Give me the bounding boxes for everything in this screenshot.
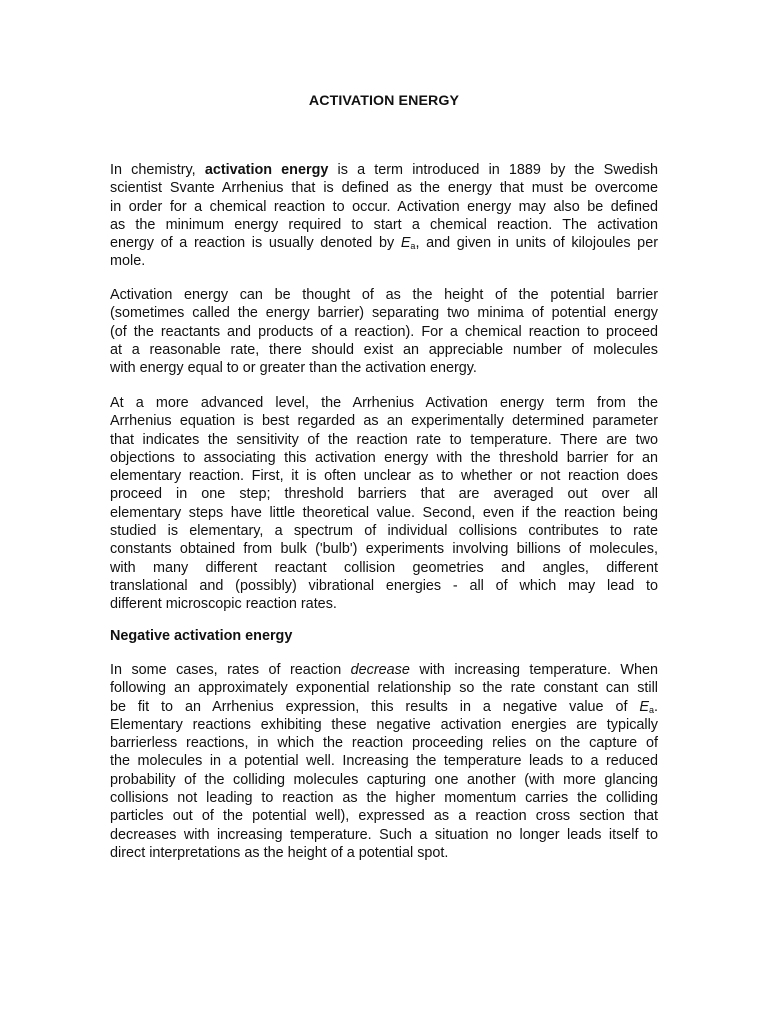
text-line: studied is elementary, a spectrum of individual collisions contributes to rate — [110, 523, 658, 540]
text-line: probability of the colliding molecules capturing one another (with more glancing — [110, 771, 658, 788]
page-title: ACTIVATION ENERGY — [308, 93, 460, 109]
paragraph-negative — [110, 661, 658, 862]
text-line: at a reasonable rate, there should exist an appreciable number of molecules — [110, 341, 658, 358]
text-line: elementary steps have little theoretical value. Second, even if the reaction being — [110, 504, 658, 521]
ea-symbol: E — [639, 698, 649, 715]
text-line: the molecules in a potential well. Increasing the temperature leads to a reduced — [110, 753, 658, 770]
text-line: In some cases, rates of reaction decrease with increasing temperature. When — [110, 662, 659, 678]
text-line: collisions not leading to reaction as the higher momentum carries the colliding — [110, 790, 658, 807]
text-line: scientist Svante Arrhenius that is defined as the energy that must be overcome — [110, 180, 658, 197]
text-line: be fit to an Arrhenius expression, this results in a negative value of $E_a$. — [110, 698, 658, 715]
ea-subscript: a — [410, 241, 416, 252]
text-line: constants obtained from bulk ('bulb') experiments involving billions of molecules, — [110, 541, 658, 558]
text-line: barrierless reactions, in which the reaction proceeding relies on the capture of — [110, 735, 658, 752]
text-line: that indicates the sensitivity of the reaction rate to temperature. There are two — [110, 431, 658, 448]
text-line: Activation energy can be thought of as the height of the potential barrier — [110, 287, 658, 303]
text-line: particles out of the potential well), expressed as a reaction cross section that — [110, 808, 658, 825]
text-line: following an approximately exponential relationship so the rate constant can still — [110, 680, 658, 697]
text-line: with many different reactant collision geometries and angles, different — [110, 559, 658, 576]
text-line: At a more advanced level, the Arrhenius Activation energy term from the — [110, 395, 658, 411]
paragraph-intro — [110, 161, 658, 271]
paragraph-barrier — [110, 286, 658, 377]
text-line: elementary reaction. First, it is often unclear as to whether or not reaction does — [110, 468, 658, 485]
section-heading: Negative activation energy — [110, 628, 293, 644]
text-line: (of the reactants and products of a reaction). For a chemical reaction to proceed — [110, 323, 658, 340]
text-line: with energy equal to or greater than the activation energy. — [110, 360, 477, 377]
ea-subscript: a — [648, 704, 654, 715]
text-line: (sometimes called the energy barrier) separating two minima of potential energy — [110, 305, 658, 322]
text-line: Arrhenius equation is best regarded as an experimentally determined parameter — [110, 413, 658, 430]
text-line: energy of a reaction is usually denoted by $E_a$, and given in units of kilojoules per — [110, 235, 658, 252]
text-line: in order for a chemical reaction to occur. Activation energy may also be defined — [110, 198, 658, 215]
text-line: as the minimum energy required to start a chemical reaction. The activation — [110, 216, 658, 233]
text-line: direct interpretations as the height of a potential spot. — [110, 844, 449, 861]
bold-term: activation energy — [204, 162, 329, 178]
text-line: mole. — [110, 253, 146, 270]
paragraph-advanced — [110, 394, 658, 614]
text-line: In chemistry, activation energy is a term introduced in 1889 by the Swedish — [110, 162, 659, 178]
ea-symbol: E — [400, 235, 411, 252]
text-line: proceed in one step; threshold barriers that are averaged out over all — [110, 486, 658, 503]
text-line: decreases with increasing temperature. Such a situation no longer leads itself to — [110, 826, 658, 843]
text-line: Elementary reactions exhibiting these negative activation energies are typically — [110, 716, 658, 733]
text-line: translational and (possibly) vibrational energies - all of which may lead to — [110, 577, 658, 594]
italic-term: decrease — [350, 662, 410, 678]
text-line: objections to associating this activation energy with the threshold barrier for an — [110, 449, 658, 466]
text-line: different microscopic reaction rates. — [110, 596, 337, 613]
